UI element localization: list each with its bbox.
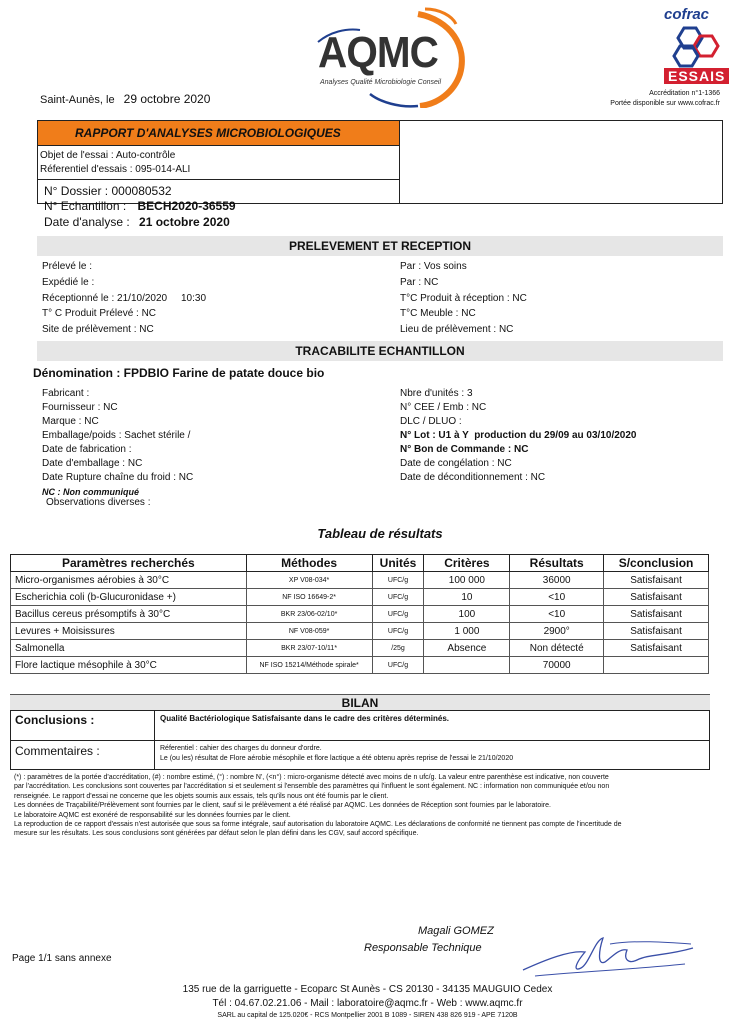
cell-sconclusion: Satisfaisant bbox=[604, 640, 709, 657]
tracabilite-left-6: Date Rupture chaîne du froid : NC bbox=[42, 472, 194, 483]
prelevement-left-0: Prélevé le : bbox=[42, 261, 93, 272]
tracabilite-right-2: DLC / DLUO : bbox=[400, 416, 462, 427]
dossier-label: N° Dossier : bbox=[44, 184, 109, 198]
table-row bbox=[11, 640, 709, 657]
echantillon-label: N° Echantillon : bbox=[44, 199, 127, 213]
signatory-name: Magali GOMEZ bbox=[418, 925, 494, 937]
tracabilite-right-5: Date de congélation : NC bbox=[400, 458, 512, 469]
legal-note-line: Le laboratoire AQMC est exonéré de responsabilité sur les données fournies par le client. bbox=[14, 811, 291, 819]
cell-sconclusion bbox=[604, 657, 709, 674]
prelevement-left-2: Réceptionné le : 21/10/2020 10:30 bbox=[42, 293, 207, 304]
cell-unite: UFC/g bbox=[372, 572, 424, 589]
signatory-role: Responsable Technique bbox=[364, 942, 482, 954]
legal-note-line: renseignée. Le rapport d'essai ne concerne que les objets soumis aux essais, tels qu'ils nous ont été fournis par le client. bbox=[14, 792, 389, 800]
report-referentiel: Réferentiel d'essais : 095-014-ALI bbox=[40, 164, 191, 175]
bilan-horizontal-divider bbox=[10, 740, 710, 741]
conclusions-text: Qualité Bactériologique Satisfaisante dans le cadre des critères déterminés. bbox=[160, 714, 449, 723]
footer-contact: Tél : 04.67.02.21.06 - Mail : laboratoire@aqmc.fr - Web : www.aqmc.fr bbox=[212, 998, 523, 1009]
cofrac-logo bbox=[660, 6, 730, 88]
tracabilite-left-2: Marque : NC bbox=[42, 416, 99, 427]
prelevement-left-4: Site de prélèvement : NC bbox=[42, 324, 154, 335]
tracabilite-left-1: Fournisseur : NC bbox=[42, 402, 118, 413]
cell-resultat: Non détecté bbox=[510, 640, 604, 657]
footer-legal: SARL au capital de 125.020€ - RCS Montpellier 2001 B 1089 - SIREN 438 826 919 - APE 7120B bbox=[217, 1012, 518, 1019]
cell-critere: Absence bbox=[424, 640, 510, 657]
tracabilite-right-6: Date de déconditionnement : NC bbox=[400, 472, 546, 483]
tracabilite-left-5: Date d'emballage : NC bbox=[42, 458, 143, 469]
prelevement-right-1: Par : NC bbox=[400, 277, 439, 288]
cell-critere: 1 000 bbox=[424, 623, 510, 640]
table-row bbox=[11, 606, 709, 623]
cell-sconclusion: Satisfaisant bbox=[604, 623, 709, 640]
table-row bbox=[11, 657, 709, 674]
conclusions-label: Conclusions : bbox=[15, 713, 95, 727]
commentaires-line1: Réferentiel : cahier des charges du donneur d'ordre. bbox=[160, 745, 322, 752]
cell-parametre: Micro-organismes aérobies à 30°C bbox=[11, 572, 247, 589]
cell-unite: UFC/g bbox=[372, 589, 424, 606]
legal-note-line: mesure sur les résultats. Les sous conclusions sont générées par défaut selon le plan défini dans les CGV, sauf accord spécifique. bbox=[14, 830, 419, 838]
place-date bbox=[40, 92, 210, 106]
cell-critere: 100 bbox=[424, 606, 510, 623]
cell-methode: BKR 23/07-10/11* bbox=[246, 640, 372, 657]
legal-note-line: La reproduction de ce rapport d'essais n'est autorisée que sous sa forme intégrale, sauf autorisation du laboratoire AQMC. Les déclarations de conformité ne tiennent pas compte de l'incertitude de bbox=[14, 821, 622, 829]
cell-sconclusion: Satisfaisant bbox=[604, 606, 709, 623]
legal-note-line: (*) : paramètres de la portée d'accréditation, (#) : nombre estimé, (°) : nombre N', (<n°) : micro-organisme détecté avec moins de n ufc/g. La valeur entre parenthèse est indicative, non couverte bbox=[14, 774, 609, 781]
results-header-row bbox=[11, 555, 709, 572]
prelevement-right-2: T°C Produit à réception : NC bbox=[400, 293, 527, 304]
nc-note: NC : Non communiqué bbox=[42, 487, 139, 497]
bilan-heading: BILAN bbox=[341, 696, 379, 710]
cell-critere: 100 000 bbox=[424, 572, 510, 589]
aqmc-logo bbox=[300, 6, 475, 108]
dossier-line bbox=[44, 184, 172, 198]
header-resultats: Résultats bbox=[510, 555, 604, 572]
cell-parametre: Escherichia coli (b-Glucuronidase +) bbox=[11, 589, 247, 606]
cell-resultat: 36000 bbox=[510, 572, 604, 589]
cell-sconclusion: Satisfaisant bbox=[604, 589, 709, 606]
cell-parametre: Levures + Moisissures bbox=[11, 623, 247, 640]
footer-address: 135 rue de la garriguette - Ecoparc St Aunès - CS 20130 - 34135 MAUGUIO Cedex bbox=[182, 984, 553, 995]
accreditation-number: Accréditation n°1-1366 bbox=[649, 90, 720, 97]
prelevement-right-3: T°C Meuble : NC bbox=[400, 308, 476, 319]
tracabilite-right-0: Nbre d'unités : 3 bbox=[400, 388, 473, 399]
tracabilite-right-3: N° Lot : U1 à Y production du 29/09 au 03/10/2020 bbox=[400, 430, 637, 441]
signature-scribble bbox=[515, 930, 700, 982]
cell-resultat: 2900° bbox=[510, 623, 604, 640]
cofrac-essais-label: ESSAIS bbox=[664, 68, 729, 84]
header-unites: Unités bbox=[372, 555, 424, 572]
report-right-divider bbox=[399, 121, 400, 203]
table-row bbox=[11, 623, 709, 640]
cell-unite: UFC/g bbox=[372, 623, 424, 640]
cofrac-wordmark: cofrac bbox=[664, 6, 710, 23]
prelevement-right-0: Par : Vos soins bbox=[400, 261, 467, 272]
prelevement-right-4: Lieu de prélèvement : NC bbox=[400, 324, 514, 335]
header-sconclusion: S/conclusion bbox=[604, 555, 709, 572]
date-analyse-value: 21 octobre 2020 bbox=[139, 215, 230, 229]
cell-methode: XP V08-034* bbox=[246, 572, 372, 589]
aqmc-tagline: Analyses Qualité Microbiologie Conseil bbox=[320, 79, 442, 86]
cell-resultat: <10 bbox=[510, 589, 604, 606]
cell-parametre: Bacillus cereus présomptifs à 30°C bbox=[11, 606, 247, 623]
results-table bbox=[10, 554, 709, 674]
cell-methode: NF ISO 16649-2* bbox=[246, 589, 372, 606]
tracabilite-left-0: Fabricant : bbox=[42, 388, 90, 399]
place-date-label: Saint-Aunès, le bbox=[40, 94, 115, 106]
cell-critere bbox=[424, 657, 510, 674]
cell-sconclusion: Satisfaisant bbox=[604, 572, 709, 589]
cell-unite: UFC/g bbox=[372, 657, 424, 674]
table-row bbox=[11, 589, 709, 606]
header-criteres: Critères bbox=[424, 555, 510, 572]
date-analyse-label: Date d'analyse : bbox=[44, 215, 130, 229]
aqmc-logo-text: AQMC bbox=[318, 28, 439, 77]
page-indicator: Page 1/1 sans annexe bbox=[12, 953, 112, 964]
report-title: RAPPORT D'ANALYSES MICROBIOLOGIQUES bbox=[75, 126, 341, 140]
tracabilite-right-4: N° Bon de Commande : NC bbox=[400, 444, 529, 455]
cell-critere: 10 bbox=[424, 589, 510, 606]
echantillon-line bbox=[44, 199, 236, 213]
accreditation-portee: Portée disponible sur www.cofrac.fr bbox=[610, 100, 720, 107]
prelevement-left-1: Expédié le : bbox=[42, 277, 95, 288]
commentaires-line2: Le (ou les) résultat de Flore aérobie mésophile et flore lactique a été obtenu après reprise de l'essai le 21/10/2020 bbox=[160, 755, 514, 762]
cell-unite: /25g bbox=[372, 640, 424, 657]
cell-resultat: 70000 bbox=[510, 657, 604, 674]
place-date-value: 29 octobre 2020 bbox=[123, 92, 211, 106]
echantillon-value: BECH2020-36559 bbox=[137, 199, 236, 213]
legal-note-line: par l'accréditation. Les conclusions sont couvertes par l'accréditation si et seulement si l'ensemble des paramètres qui l'influent le sont également. NC : information non communiquée et/ou non bbox=[14, 783, 610, 791]
cell-parametre: Salmonella bbox=[11, 640, 247, 657]
header-parametres: Paramètres recherchés bbox=[11, 555, 247, 572]
cell-unite: UFC/g bbox=[372, 606, 424, 623]
cofrac-hexagon-icon bbox=[666, 26, 726, 68]
commentaires-label: Commentaires : bbox=[15, 744, 100, 758]
cell-methode: BKR 23/06-02/10* bbox=[246, 606, 372, 623]
denomination: Dénomination : FPDBIO Farine de patate douce bio bbox=[33, 366, 325, 380]
cell-parametre: Flore lactique mésophile à 30°C bbox=[11, 657, 247, 674]
tracabilite-right-1: N° CEE / Emb : NC bbox=[400, 402, 487, 413]
results-title: Tableau de résultats bbox=[317, 526, 443, 541]
prelevement-left-3: T° C Produit Prélevé : NC bbox=[42, 308, 157, 319]
dossier-value: 000080532 bbox=[111, 184, 172, 198]
tracabilite-left-4: Date de fabrication : bbox=[42, 444, 132, 455]
legal-note-line: Les données de Traçabilité/Prélèvement sont fournies par le client, sauf si le prélèvement a été réalisé par AQMC. Les données de Réception sont fournies par le laboratoire. bbox=[14, 802, 551, 810]
report-left-bottom-divider bbox=[38, 179, 399, 180]
cell-methode: NF ISO 15214/Méthode spirale* bbox=[246, 657, 372, 674]
tracabilite-left-3: Emballage/poids : Sachet stérile / bbox=[42, 430, 191, 441]
legal-notes bbox=[14, 773, 714, 839]
cell-methode: NF V08-059* bbox=[246, 623, 372, 640]
date-analyse-line bbox=[44, 215, 230, 229]
report-objet: Objet de l'essai : Auto-contrôle bbox=[40, 150, 176, 161]
prelevement-heading: PRELEVEMENT ET RECEPTION bbox=[288, 239, 472, 253]
cell-resultat: <10 bbox=[510, 606, 604, 623]
header-methodes: Méthodes bbox=[246, 555, 372, 572]
tracabilite-heading: TRACABILITE ECHANTILLON bbox=[295, 344, 465, 358]
table-row bbox=[11, 572, 709, 589]
observations: Observations diverses : bbox=[46, 497, 151, 508]
